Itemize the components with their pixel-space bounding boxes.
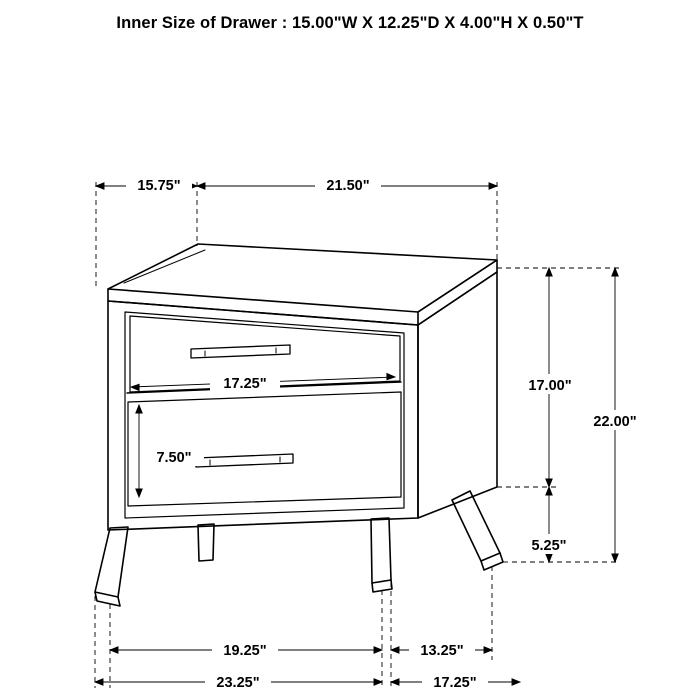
page-title: Inner Size of Drawer : 15.00"W X 12.25"D X 4.00"H X 0.50"T [116, 14, 584, 32]
label-side-base-depth: 13.25" [420, 643, 464, 659]
dim-lower-drawer-width [136, 405, 142, 497]
label-front-total-width: 23.25" [216, 675, 260, 691]
label-top-left-depth: 15.75" [137, 178, 181, 194]
bottom-extension-lines [95, 566, 492, 688]
label-side-total-depth: 17.25" [433, 675, 477, 691]
top-extension-lines [96, 182, 497, 288]
dimension-labels [126, 174, 648, 691]
label-leg-height: 5.25" [531, 538, 567, 554]
label-total-height: 22.00" [593, 414, 637, 430]
cabinet-top-panel [108, 244, 497, 325]
label-upper-drawer-width: 17.25" [223, 376, 267, 392]
label-cabinet-height: 17.00" [528, 378, 572, 394]
label-lower-drawer-width: 7.50" [156, 450, 192, 466]
label-front-base-width: 19.25" [223, 643, 267, 659]
label-top-width: 21.50" [326, 178, 370, 194]
